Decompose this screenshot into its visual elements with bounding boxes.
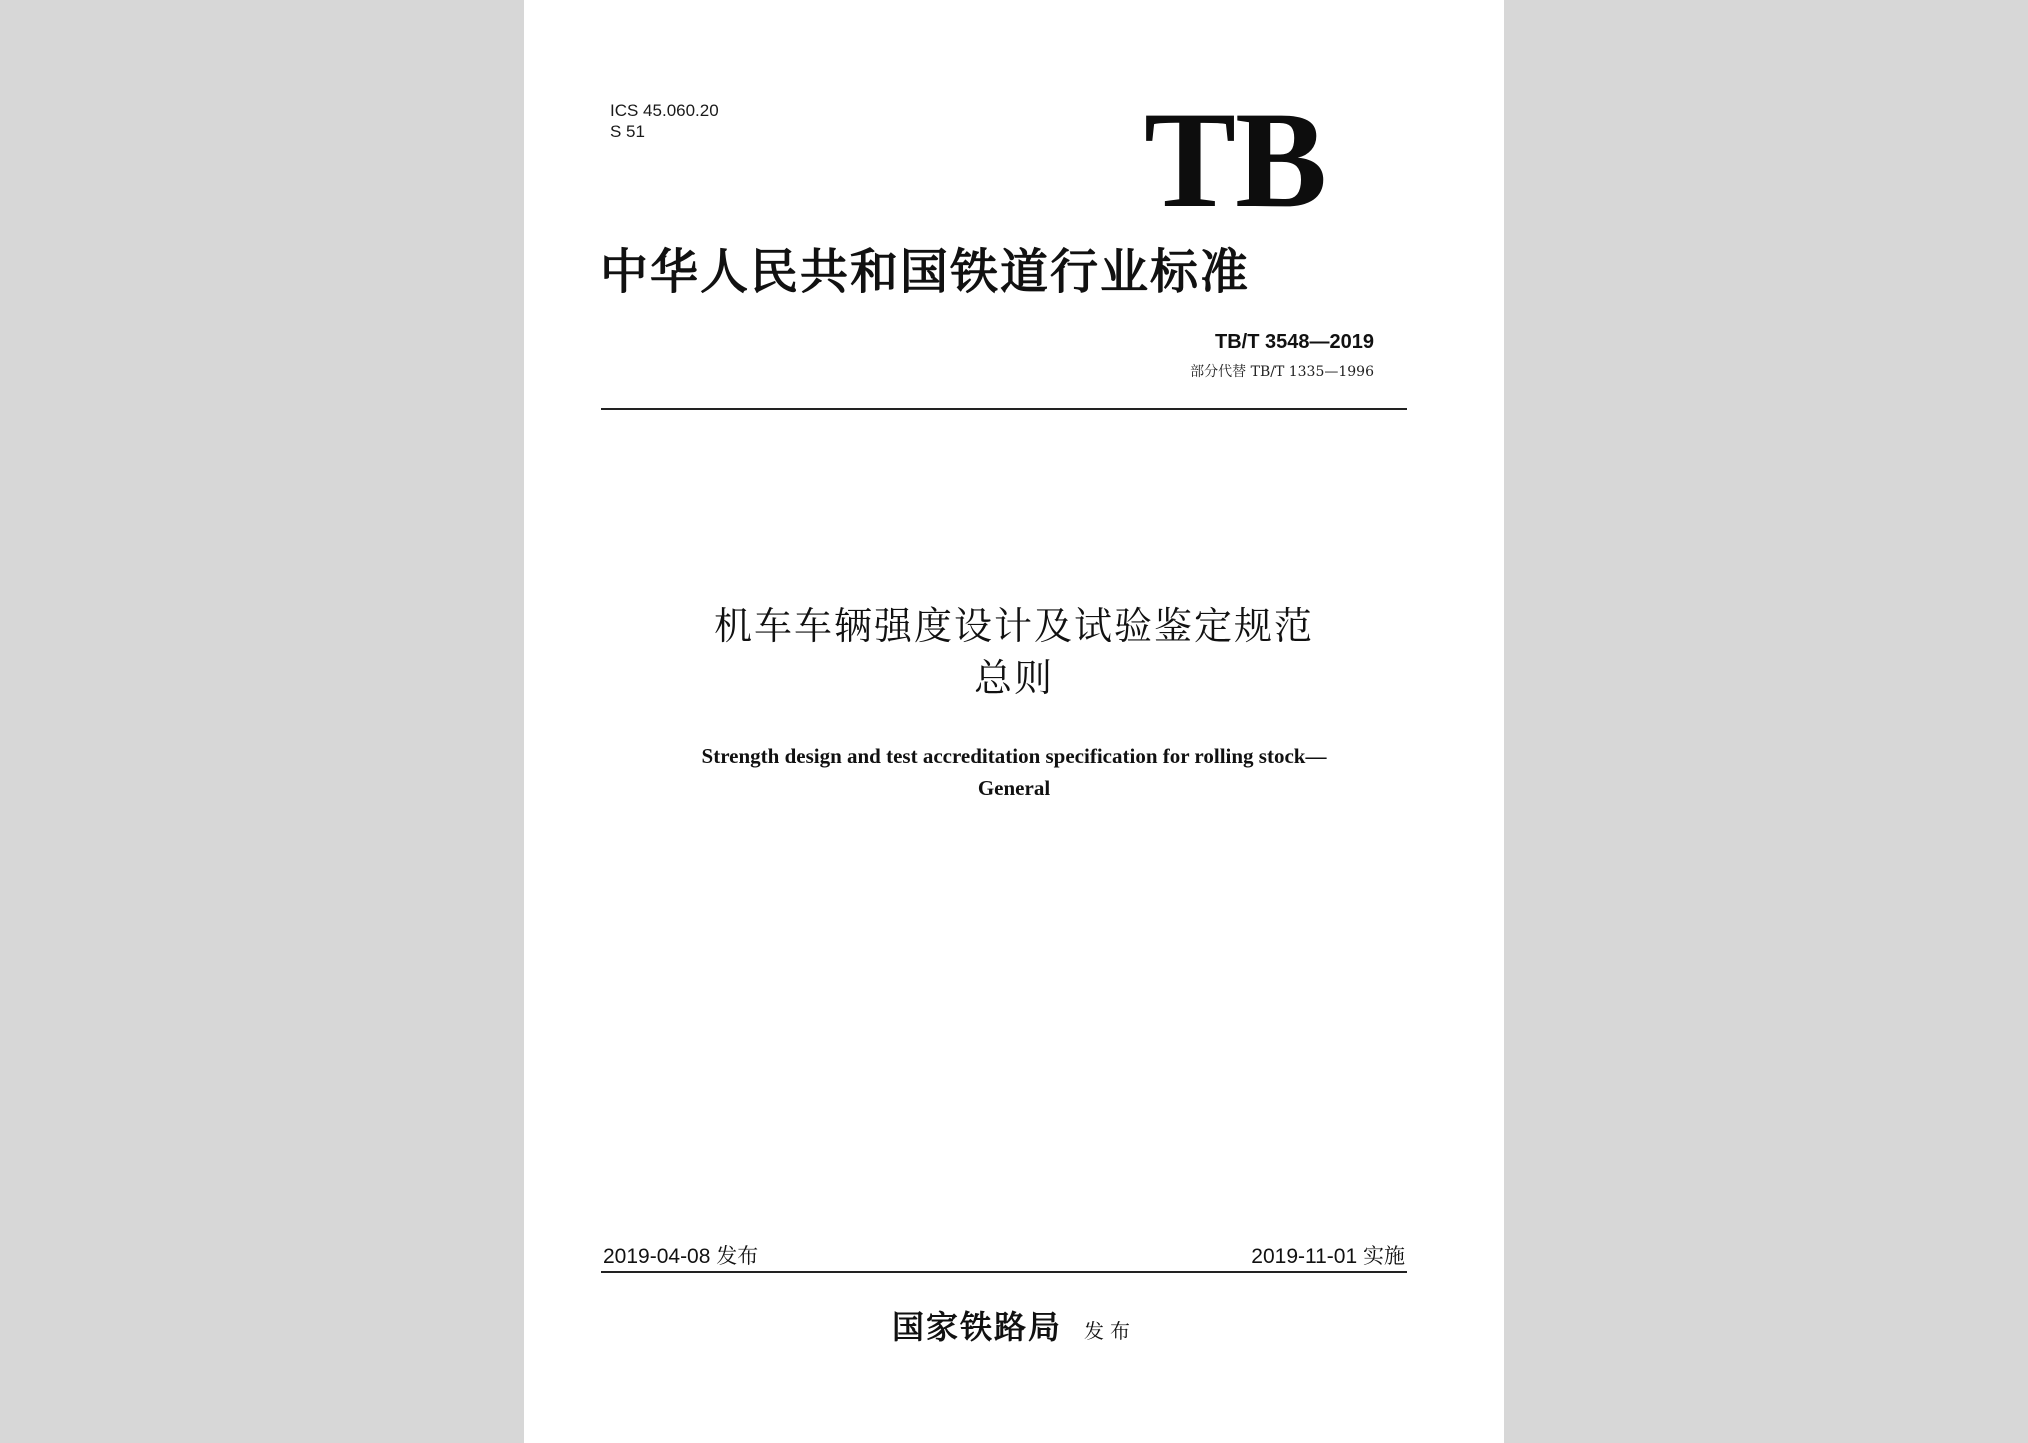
standard-type-title: 中华人民共和国铁道行业标准 [600, 244, 1251, 300]
title-english [524, 740, 1504, 804]
implement-date-group [1251, 1243, 1405, 1271]
issue-date-group [603, 1243, 758, 1271]
title-cn-line2: 总则 [973, 656, 1054, 700]
tb-logo: TB [1144, 83, 1327, 236]
title-chinese [524, 600, 1504, 704]
publisher-org: 国家铁路局 [891, 1308, 1062, 1346]
title-en-line1: Strength design and test accreditation specification for rolling stock— [701, 744, 1327, 768]
issue-label: 发布 [716, 1245, 759, 1268]
header-divider [601, 408, 1407, 410]
ccs-code: S 51 [610, 122, 645, 141]
standard-number: TB/T 3548—2019 [1215, 331, 1374, 353]
document-page [524, 0, 1504, 1443]
classification-codes [610, 100, 719, 142]
issue-date: 2019-04-08 [603, 1245, 711, 1268]
publisher-action: 发布 [1084, 1319, 1136, 1343]
replaces-note: 部分代替 TB/T 1335—1996 [1190, 364, 1374, 380]
ics-code: ICS 45.060.20 [610, 101, 719, 120]
title-en-line2: General [977, 776, 1051, 800]
publisher [524, 1302, 1504, 1348]
implement-date: 2019-11-01 [1251, 1245, 1358, 1268]
date-row [601, 1243, 1407, 1273]
title-cn-line1: 机车车辆强度设计及试验鉴定规范 [713, 604, 1314, 648]
implement-label: 实施 [1363, 1245, 1405, 1268]
